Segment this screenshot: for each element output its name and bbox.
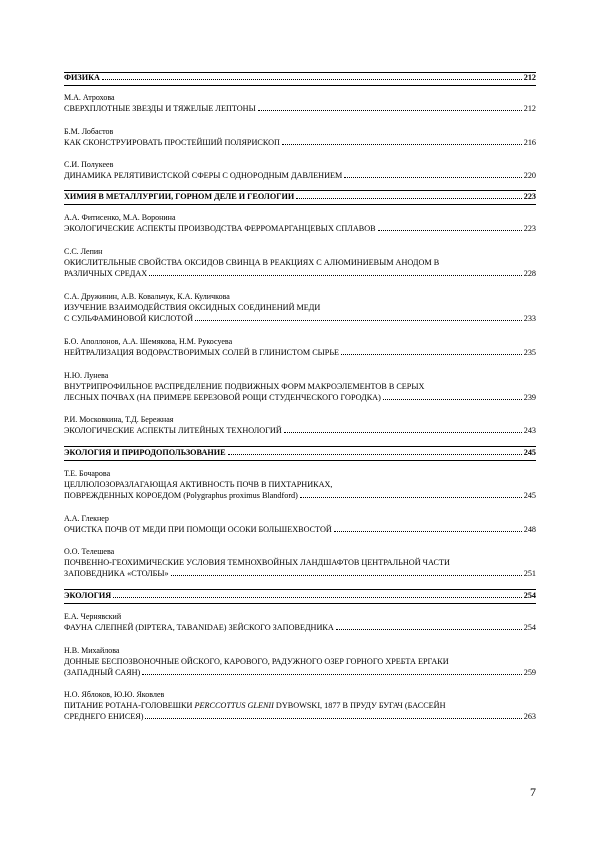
section-rule-top [64,446,536,447]
section-heading-chemistry: ХИМИЯ В МЕТАЛЛУРГИИ, ГОРНОМ ДЕЛЕ И ГЕОЛОГИИ 223 [64,192,536,201]
entry-title-line: ПОЧВЕННО-ГЕОХИМИЧЕСКИЕ УСЛОВИЯ ТЕМНОХВОЙНЫХ ЛАНДШАФТОВ ЦЕНТРАЛЬНОЙ ЧАСТИ [64,558,450,567]
entry-authors: С.С. Лепин [64,247,103,256]
entry-authors: М.А. Атрохова [64,93,115,102]
section-rule-bottom [64,460,536,461]
entry-title: РАЗЛИЧНЫХ СРЕДАХ 228 [64,269,536,278]
entry-title: СВЕРХПЛОТНЫЕ ЗВЕЗДЫ И ТЯЖЕЛЫЕ ЛЕПТОНЫ 212 [64,104,536,113]
entry-authors: Б.М. Лобастов [64,127,114,136]
entry-title: НЕЙТРАЛИЗАЦИЯ ВОДОРАСТВОРИМЫХ СОЛЕЙ В ГЛИНИСТОМ СЫРЬЕ 235 [64,348,536,357]
entry-title-line: ЦЕЛЛЮЛОЗОРАЗЛАГАЮЩАЯ АКТИВНОСТЬ ПОЧВ В ПИХТАРНИКАХ, [64,480,333,489]
entry-authors: Н.О. Яблоков, Ю.Ю. Яковлев [64,690,165,699]
entry-title-line: ИЗУЧЕНИЕ ВЗАИМОДЕЙСТВИЯ ОКСИДНЫХ СОЕДИНЕНИЙ МЕДИ [64,303,321,312]
section-rule-bottom [64,603,536,604]
section-heading-ecology-nature: ЭКОЛОГИЯ И ПРИРОДОПОЛЬЗОВАНИЕ 245 [64,448,536,457]
entry-title: С СУЛЬФАМИНОВОЙ КИСЛОТОЙ 233 [64,314,536,323]
entry-title: ФАУНА СЛЕПНЕЙ (DIPTERA, TABANIDAE) ЗЕЙСКОГО ЗАПОВЕДНИКА 254 [64,623,536,632]
entry-authors: Е.А. Чернявский [64,612,122,621]
entry-authors: О.О. Телешева [64,547,115,556]
entry-title: ЗАПОВЕДНИКА «СТОЛБЫ» 251 [64,569,536,578]
entry-title: ПОВРЕЖДЕННЫХ КОРОЕДОМ (Polygraphus proximus Blandford) 245 [64,491,536,500]
entry-title: ЭКОЛОГИЧЕСКИЕ АСПЕКТЫ ЛИТЕЙНЫХ ТЕХНОЛОГИЙ 243 [64,426,536,435]
section-heading-physics: ФИЗИКА 212 [64,73,536,82]
entry-authors: С.И. Полукеев [64,160,114,169]
entry-title-line: ДОННЫЕ БЕСПОЗВОНОЧНЫЕ ОЙСКОГО, КАРОВОГО, РАДУЖНОГО ОЗЕР ГОРНОГО ХРЕБТА ЕРГАКИ [64,657,449,666]
section-rule-bottom [64,85,536,86]
section-rule-top [64,190,536,191]
section-rule-top [64,589,536,590]
page-number: 7 [530,785,536,799]
entry-title-line: ВНУТРИПРОФИЛЬНОЕ РАСПРЕДЕЛЕНИЕ ПОДВИЖНЫХ ФОРМ МАКРОЭЛЕМЕНТОВ В СЕРЫХ [64,382,425,391]
entry-title-line: ОКИСЛИТЕЛЬНЫЕ СВОЙСТВА ОКСИДОВ СВИНЦА В РЕАКЦИЯХ С АЛЮМИНИЕВЫМ АНОДОМ В [64,258,440,267]
entry-title: ЛЕСНЫХ ПОЧВАХ (НА ПРИМЕРЕ БЕРЕЗОВОЙ РОЩИ СТУДЕНЧЕСКОГО ГОРОДКА) 239 [64,393,536,402]
entry-authors: Р.И. Московкина, Т.Д. Бережная [64,415,174,424]
entry-title: СРЕДНЕГО ЕНИСЕЯ) 263 [64,712,536,721]
entry-title: (ЗАПАДНЫЙ САЯН) 259 [64,668,536,677]
entry-title: ДИНАМИКА РЕЛЯТИВИСТСКОЙ СФЕРЫ С ОДНОРОДНЫМ ДАВЛЕНИЕМ 220 [64,171,536,180]
section-rule-bottom [64,204,536,205]
entry-title: КАК СКОНСТРУИРОВАТЬ ПРОСТЕЙШИЙ ПОЛЯРИСКОП 216 [64,138,536,147]
entry-authors: А.А. Фитисенко, М.А. Воронина [64,213,176,222]
section-heading-ecology: ЭКОЛОГИЯ 254 [64,591,536,600]
entry-authors: Н.В. Михайлова [64,646,120,655]
entry-title-line: ПИТАНИЕ РОТАНА-ГОЛОВЕШКИ PERCCOTTUS GLENII DYBOWSKI, 1877 В ПРУДУ БУГАЧ (БАССЕЙН [64,701,446,710]
entry-title: ЭКОЛОГИЧЕСКИЕ АСПЕКТЫ ПРОИЗВОДСТВА ФЕРРОМАРГАНЦЕВЫХ СПЛАВОВ 223 [64,224,536,233]
entry-authors: Б.О. Аполлонов, А.А. Шемякова, Н.М. Рукосуева [64,337,233,346]
entry-authors: А.А. Глекнер [64,514,109,523]
entry-authors: Н.Ю. Лунева [64,371,109,380]
entry-authors: Т.Е. Бочарова [64,469,111,478]
entry-title: ОЧИСТКА ПОЧВ ОТ МЕДИ ПРИ ПОМОЩИ ОСОКИ БОЛЬШЕХВОСТОЙ 248 [64,525,536,534]
entry-authors: С.А. Дружинин, А.В. Ковальчук, К.А. Куличкова [64,292,230,301]
